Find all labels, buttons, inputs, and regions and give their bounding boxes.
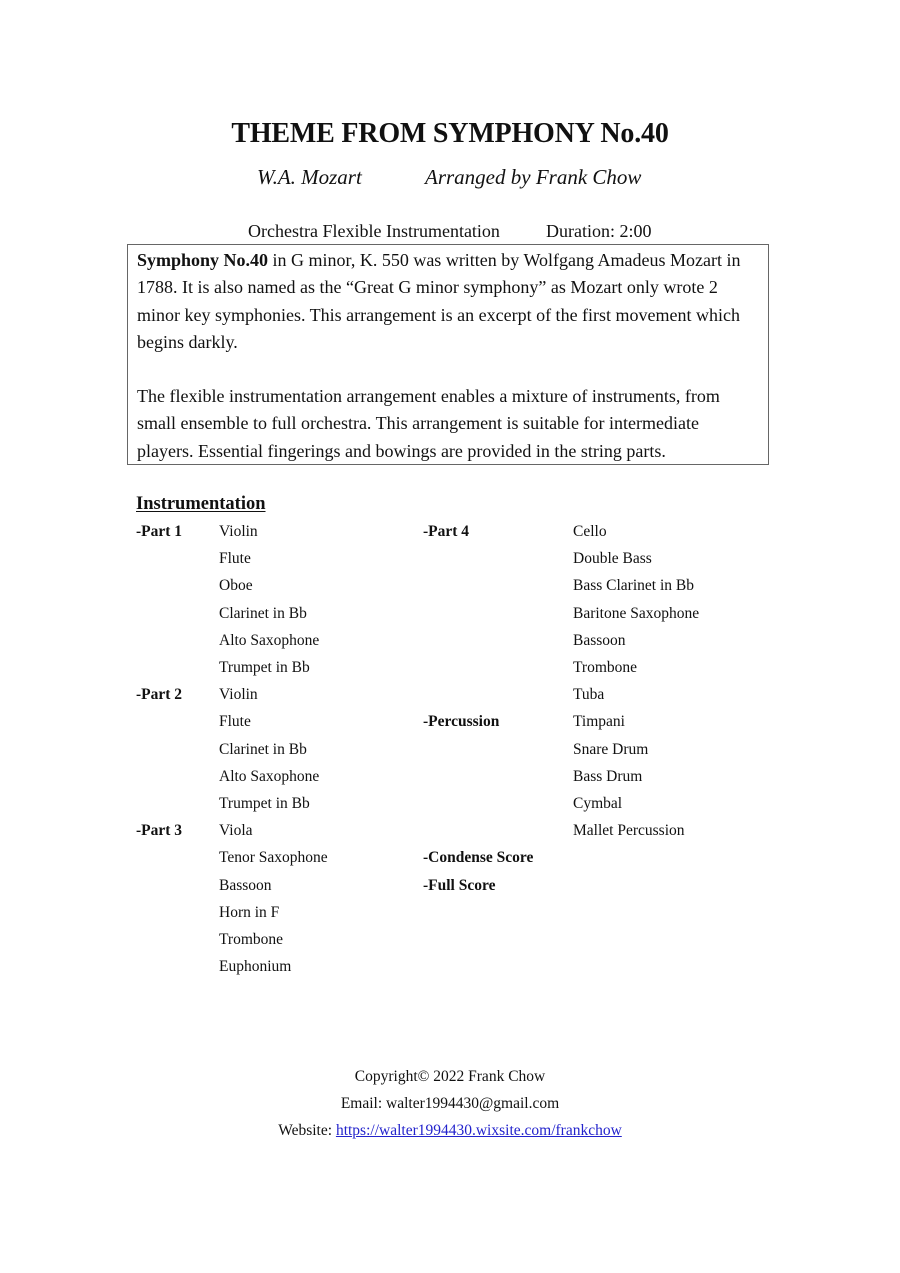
duration: Duration: 2:00	[546, 221, 652, 241]
part-label: -Part 4	[423, 523, 470, 540]
instrument-item: Trumpet in Bb	[219, 795, 310, 812]
description-text: players. Essential fingerings and bowings are provided in the string parts.	[137, 440, 666, 461]
instrument-item: Timpani	[573, 713, 625, 731]
instrument-item: Flute	[219, 550, 251, 568]
instrument-item: Clarinet in Bb	[219, 740, 307, 758]
composer: W.A. Mozart	[257, 165, 362, 189]
part-label: -Part 2	[136, 686, 183, 704]
instrumentation-heading: Instrumentation	[136, 494, 266, 514]
email: Email: walter1994430@gmail.com	[340, 1095, 560, 1112]
instrument-item: Tenor Saxophone	[219, 849, 328, 867]
arranger: Arranged by Frank Chow	[425, 165, 642, 189]
instrument-item: Clarinet in Bb	[219, 604, 307, 622]
instrument-item: Alto Saxophone	[219, 767, 320, 785]
symphony-name: Symphony No.40	[137, 250, 269, 270]
instrument-item: Cymbal	[573, 795, 623, 812]
description-text: small ensemble to full orchestra. This arrangement is suitable for intermediate	[137, 413, 699, 434]
instrument-item: Violin	[219, 523, 258, 540]
instrument-item: Bassoon	[573, 631, 626, 649]
part-label: -Percussion	[423, 713, 500, 731]
instrument-item: Trombone	[573, 659, 638, 676]
instrument-item: Trumpet in Bb	[219, 659, 310, 676]
instrument-item: Viola	[219, 822, 253, 840]
instrument-item: Flute	[219, 713, 251, 731]
part-label: -Part 3	[136, 822, 183, 840]
description-text: begins darkly.	[137, 331, 238, 352]
instrument-item: Trombone	[219, 931, 284, 948]
instrument-item: Snare Drum	[573, 740, 649, 758]
part-label: -Full Score	[423, 876, 496, 894]
website-link[interactable]: https://walter1994430.wixsite.com/frankchow	[335, 1122, 622, 1139]
instrument-item: Mallet Percussion	[573, 822, 685, 840]
description-text: 1788. It is also named as the “Great G minor symphony” as Mozart only wrote 2	[137, 277, 718, 298]
instrument-item: Tuba	[573, 686, 605, 704]
instrument-item: Alto Saxophone	[219, 631, 320, 649]
instrument-item: Bassoon	[219, 876, 272, 894]
instrument-item: Horn in F	[219, 903, 280, 921]
page-title: THEME FROM SYMPHONY No.40	[231, 118, 669, 149]
instrument-item: Euphonium	[219, 958, 292, 976]
website	[0, 1122, 900, 1140]
description-box	[127, 244, 769, 465]
copyright: Copyright© 2022 Frank Chow	[354, 1068, 546, 1085]
part-label: -Condense Score	[423, 849, 534, 867]
description-paragraph-1	[137, 247, 762, 356]
instrument-item: Violin	[219, 686, 258, 704]
website-label: Website:	[278, 1122, 336, 1139]
instrument-item: Oboe	[219, 577, 253, 595]
instrument-item: Double Bass	[573, 550, 652, 568]
instrument-item: Cello	[573, 523, 607, 540]
instrument-item: Bass Drum	[573, 767, 643, 785]
part-label: -Part 1	[136, 523, 183, 540]
instrument-item: Bass Clarinet in Bb	[573, 577, 694, 595]
ensemble-type: Orchestra Flexible Instrumentation	[248, 221, 500, 241]
description-text: in G minor, K. 550 was written by Wolfgang Amadeus Mozart in	[268, 250, 741, 270]
description-paragraph-2	[137, 383, 762, 465]
description-text: The flexible instrumentation arrangement enables a mixture of instruments, from	[137, 386, 720, 406]
instrument-item: Baritone Saxophone	[573, 604, 700, 622]
description-text: minor key symphonies. This arrangement is an excerpt of the first movement which	[137, 304, 741, 325]
